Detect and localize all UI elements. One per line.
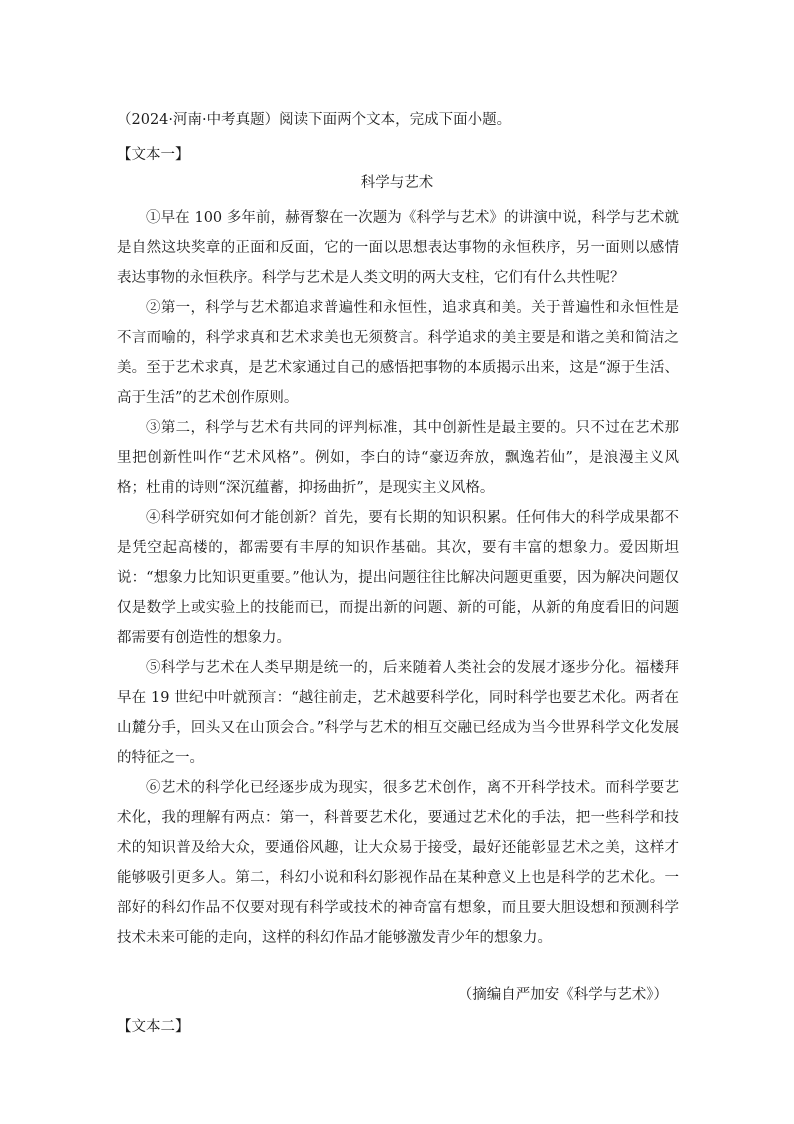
paragraph-6: ⑥艺术的科学化已经逐步成为现实，很多艺术创作，离不开科学技术。而科学要艺术化，我的理解有两点：第一，科普要艺术化，要通过艺术化的手法，把一些科学和技术的知识普及给大众，要通俗风趣，让大众易于接受，最好还能彰显艺术之美，这样才能够吸引更多人。第二，科幻小说和科幻影视作品在某种意义上也是科学的艺术化。一部好的科幻作品不仅要对现有科学或技术的神奇富有想象，而且要大胆设想和预测科学技术未来可能的走向，这样的科幻作品才能够激发青少年的想象力。: [117, 780, 679, 946]
text-two-label: 【文本二】: [117, 1019, 190, 1035]
article-source: （摘编自严加安《科学与艺术》）: [457, 987, 668, 1003]
paragraph-2: ②第一，科学与艺术都追求普遍性和永恒性，追求真和美。关于普遍性和永恒性是不言而喻的，科学求真和艺术求美也无须赘言。科学追求的美主要是和谐之美和简洁之美。至于艺术求真，是艺术家通过自己的感悟把事物的本质揭示出来，这是“源于生活、高于生活”的艺术创作原则。: [117, 300, 679, 406]
paragraph-5: ⑤科学与艺术在人类早期是统一的，后来随着人类社会的发展才逐步分化。福楼拜早在 19 世纪中叶就预言：“越往前走，艺术越要科学化，同时科学也要艺术化。两者在山麓分手，回头又在山顶会合。”科学与艺术的相互交融已经成为当今世界科学文化发展的特征之一。: [117, 660, 679, 766]
paragraph-3: ③第二，科学与艺术有共同的评判标准，其中创新性是最主要的。只不过在艺术那里把创新性叫作“艺术风格”。例如，李白的诗“豪迈奔放，飘逸若仙”，是浪漫主义风格；杜甫的诗则“深沉蕴蓄，抑扬曲折”，是现实主义风格。: [117, 420, 679, 496]
paragraph-4: ④科学研究如何才能创新？首先，要有长期的知识积累。任何伟大的科学成果都不是凭空起高楼的，都需要有丰厚的知识作基础。其次，要有丰富的想象力。爱因斯坦说：“想象力比知识更重要。”他认为，提出问题往往比解决问题更重要，因为解决问题仅仅是数学上或实验上的技能而已，而提出新的问题、新的可能，从新的角度看旧的问题都需要有创造性的想象力。: [117, 510, 679, 646]
question-intro: （2024·河南·中考真题）阅读下面两个文本，完成下面小题。: [117, 112, 512, 128]
text-one-label: 【文本一】: [117, 147, 190, 163]
article-title: 科学与艺术: [360, 175, 434, 191]
paragraph-1: ①早在 100 多年前，赫胥黎在一次题为《科学与艺术》的讲演中说，科学与艺术就是自然这块奖章的正面和反面，它的一面以思想表达事物的永恒秩序，另一面则以感情表达事物的永恒秩序。科学与艺术是人类文明的两大支柱，它们有什么共性呢？: [117, 210, 679, 286]
